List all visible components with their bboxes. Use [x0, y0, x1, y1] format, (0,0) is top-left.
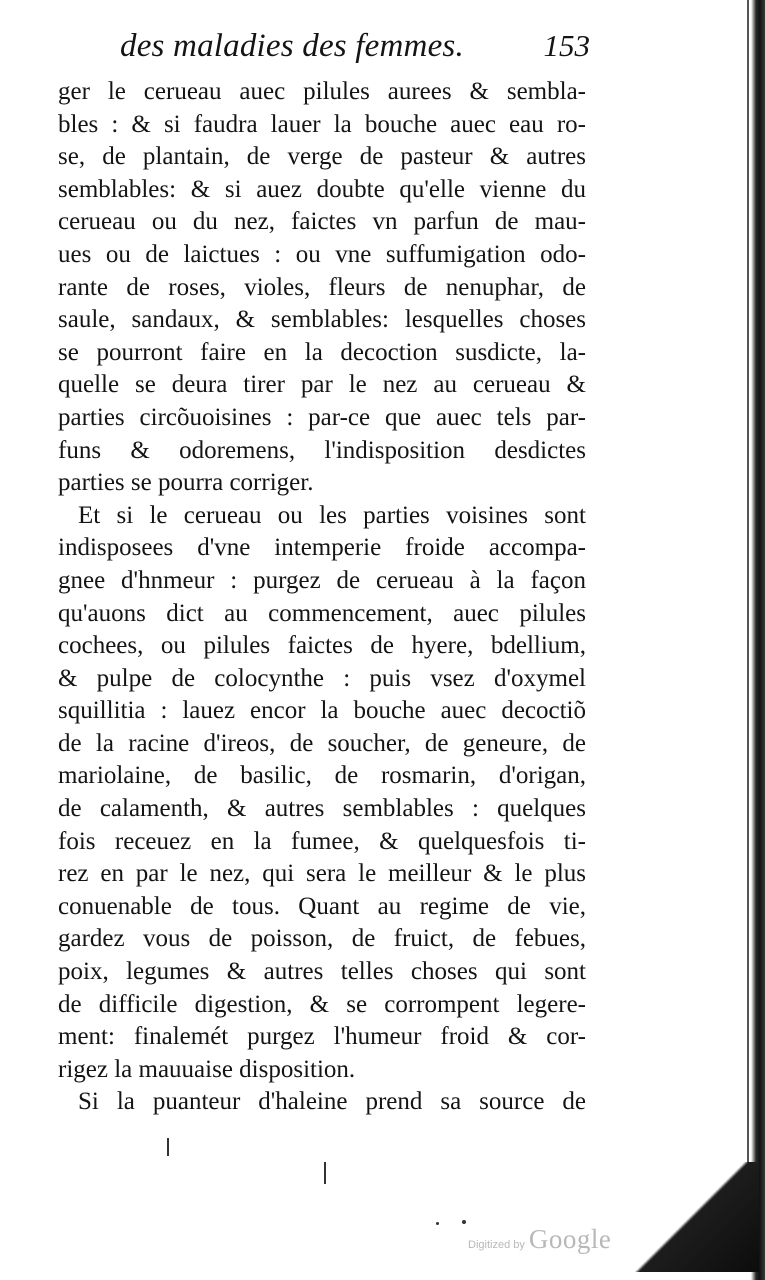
paragraph-start-line: Si la puanteur d'haleine prend sa source de: [78, 1088, 586, 1116]
text-line: rante de roses, violes, fleurs de nenuphar, de: [58, 273, 586, 301]
text-line: mariolaine, de basilic, de rosmarin, d'origan,: [58, 762, 586, 790]
text-line: qu'auons dict au commencement, auec pilules: [58, 599, 586, 627]
text-line: de calamenth, & autres semblables : quelques: [58, 795, 586, 823]
page-edge-shadow: [751, 0, 765, 1280]
body-text: [58, 76, 586, 1119]
text-line: & pulpe de colocynthe : puis vsez d'oxymel: [58, 664, 586, 692]
text-line: gardez vous de poisson, de fruict, de febues,: [58, 925, 586, 953]
text-line: de la racine d'ireos, de soucher, de geneure, de: [58, 729, 586, 757]
text-line: parties se pourra corriger.: [58, 469, 314, 497]
text-line: de difficile digestion, & se corrompent legere-: [58, 990, 586, 1018]
ink-speck: [324, 1162, 326, 1184]
running-head: des maladies des femmes.: [120, 28, 464, 64]
text-line: ues ou de laictues : ou vne suffumigation odo-: [58, 240, 586, 268]
page-corner-fold: [629, 1162, 759, 1272]
text-line: bles : & si faudra lauer la bouche auec eau ro-: [58, 110, 586, 138]
text-line: saule, sandaux, & semblables: lesquelles choses: [58, 306, 586, 334]
text-line: cochees, ou pilules faictes de hyere, bdellium,: [58, 632, 586, 660]
text-line: ger le cerueau auec pilules aurees & sembla-: [58, 78, 586, 105]
text-line: gnee d'hnmeur : purgez de cerueau à la façon: [58, 566, 586, 594]
text-line: funs & odoremens, l'indisposition desdictes: [58, 436, 586, 464]
text-line: rez en par le nez, qui sera le meilleur & le plus: [58, 860, 586, 888]
text-line: fois receuez en la fumee, & quelquesfois ti-: [58, 827, 586, 855]
watermark-prefix: Digitized by: [468, 1239, 525, 1251]
page-header: [120, 28, 590, 74]
text-line: poix, legumes & autres telles choses qui sont: [58, 958, 586, 986]
text-line: parties circõuoisines : par-ce que auec tels par-: [58, 403, 586, 431]
ink-speck: [462, 1220, 466, 1224]
text-line: semblables: & si auez doubte qu'elle vienne du: [58, 175, 586, 203]
text-line: squillitia : lauez encor la bouche auec decoctiõ: [58, 697, 586, 725]
text-line: rigez la mauuaise disposition.: [58, 1055, 356, 1083]
text-line: ment: finalemét purgez l'humeur froid & cor-: [58, 1023, 586, 1051]
ink-speck: [436, 1222, 439, 1225]
text-line: cerueau ou du nez, faictes vn parfun de mau-: [58, 208, 586, 236]
text-line: se, de plantain, de verge de pasteur & autres: [58, 143, 586, 171]
text-line: indisposees d'vne intemperie froide accompa-: [58, 534, 586, 562]
page-number: 153: [543, 28, 590, 63]
digitized-watermark: [468, 1224, 611, 1255]
text-line: conuenable de tous. Quant au regime de vie,: [58, 892, 586, 920]
google-logo: Google: [528, 1224, 612, 1254]
paragraph-start-line: Et si le cerueau ou les parties voisines sont: [78, 501, 586, 529]
page-edge-line: [747, 0, 749, 1180]
text-line: quelle se deura tirer par le nez au cerueau &: [58, 371, 586, 399]
ink-speck: [167, 1138, 169, 1156]
text-line: se pourront faire en la decoction susdicte, la-: [58, 338, 586, 366]
